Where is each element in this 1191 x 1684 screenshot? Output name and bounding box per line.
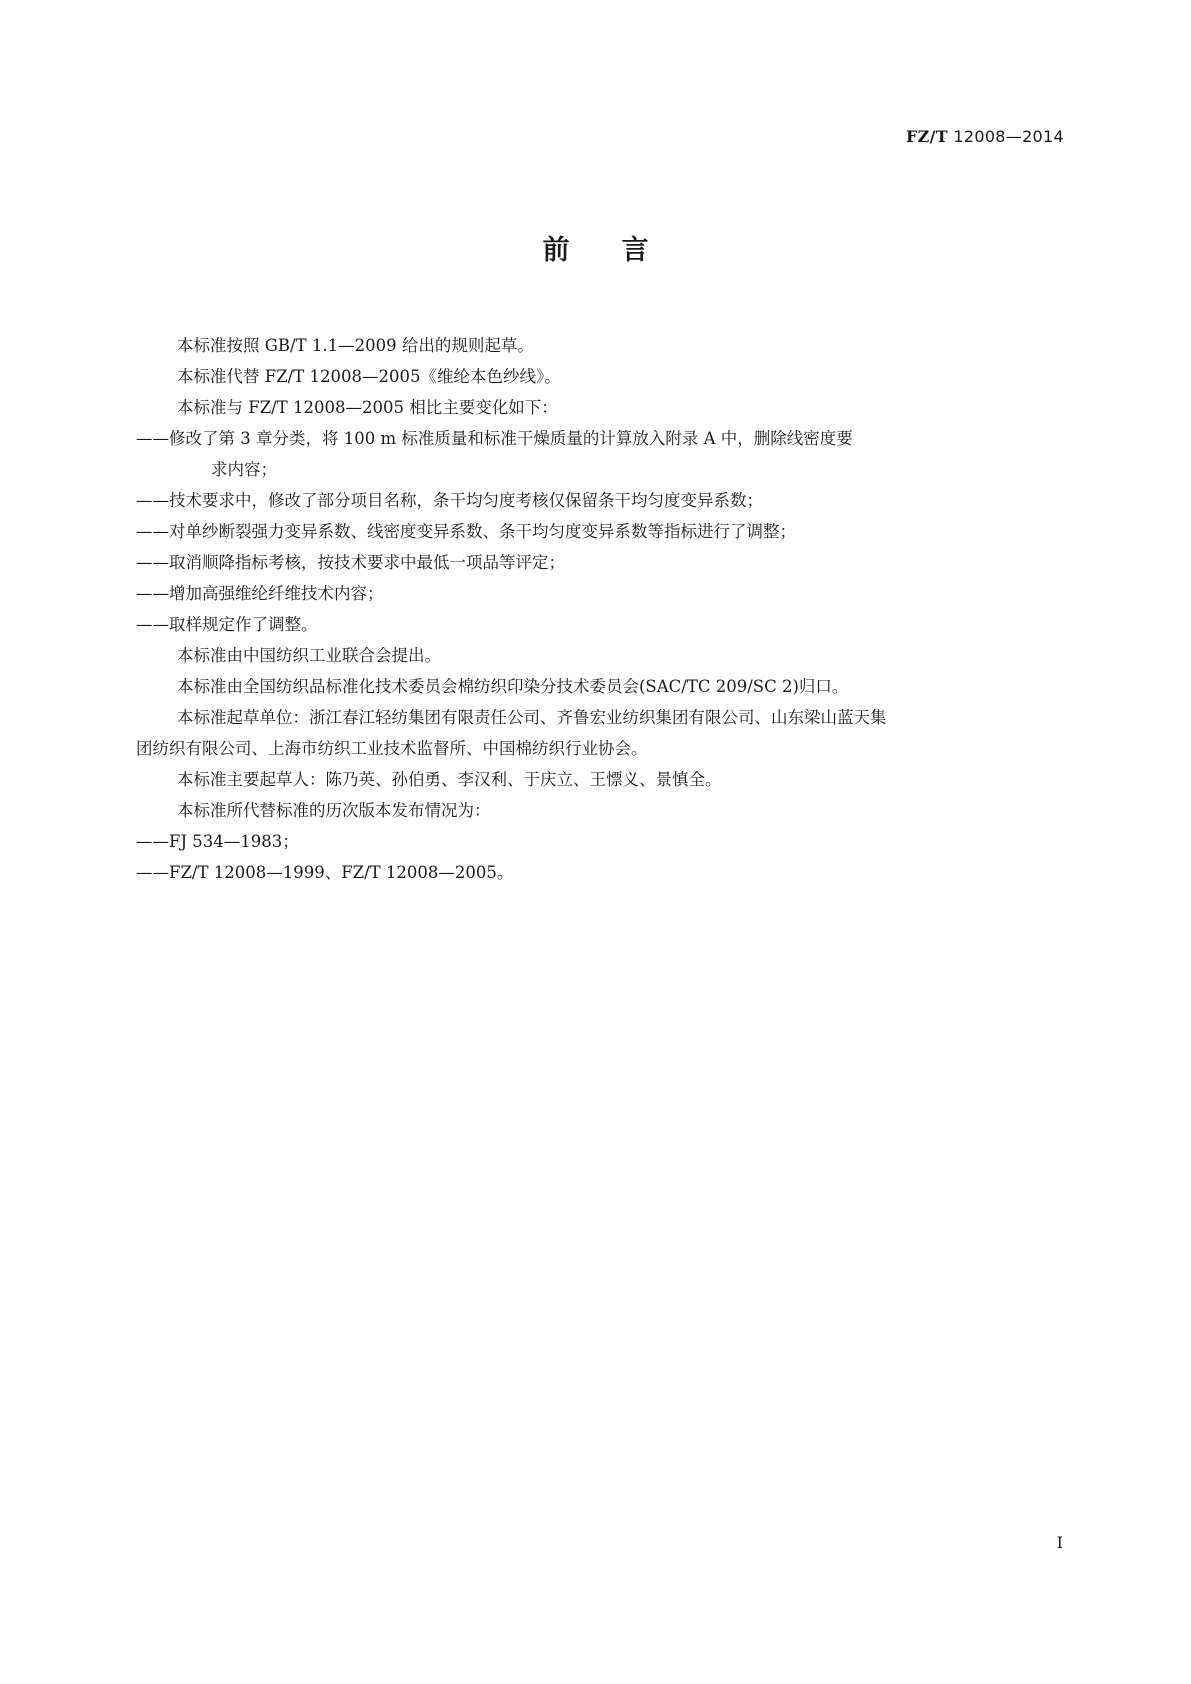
change-item-2 <box>136 485 1054 516</box>
paragraph-history-intro: 本标准所代替标准的历次版本发布情况为： <box>177 801 491 820</box>
change-item-4 <box>136 547 1054 578</box>
dash-marker: —— <box>136 584 169 603</box>
change-item-2-text: 技术要求中，修改了部分项目名称，条干均匀度考核仅保留条干均匀度变异系数； <box>169 491 763 510</box>
history-item-2-text: FZ/T 12008—1999、FZ/T 12008—2005。 <box>169 863 514 882</box>
paragraph-drafting-units: 本标准起草单位：浙江春江轻纺集团有限责任公司、齐鲁宏业纺织集团有限公司、山东梁山蓝天集 <box>177 708 887 727</box>
paragraph-drafting-units-continuation: 团纺织有限公司、上海市纺织工业技术监督所、中国棉纺织行业协会。 <box>136 739 648 758</box>
change-item-1-continuation: 求内容； <box>211 460 277 479</box>
dash-marker: —— <box>136 615 169 634</box>
paragraph-changes-intro: 本标准与 FZ/T 12008—2005 相比主要变化如下： <box>177 398 558 417</box>
dash-marker: —— <box>136 553 169 572</box>
change-item-3-text: 对单纱断裂强力变异系数、线密度变异系数、条干均匀度变异系数等指标进行了调整； <box>169 522 796 541</box>
history-item-1-text: FJ 534—1983； <box>169 832 299 851</box>
change-item-4-text: 取消顺降指标考核，按技术要求中最低一项品等评定； <box>169 553 565 572</box>
history-item-1 <box>136 826 1054 857</box>
change-item-5-text: 增加高强维纶纤维技术内容； <box>169 584 384 603</box>
dash-marker: —— <box>136 429 169 448</box>
change-item-6-text: 取样规定作了调整。 <box>169 615 318 634</box>
paragraph-drafters: 本标准主要起草人：陈乃英、孙伯勇、李汉利、于庆立、王慓义、景慎全。 <box>177 770 722 789</box>
dash-marker: —— <box>136 522 169 541</box>
paragraph-replaces: 本标准代替 FZ/T 12008—2005《维纶本色纱线》。 <box>177 367 561 386</box>
change-item-3 <box>136 516 1054 547</box>
history-item-2 <box>136 857 1054 888</box>
change-item-5 <box>136 578 1054 609</box>
dash-marker: —— <box>136 491 169 510</box>
page-number: I <box>1056 1533 1063 1552</box>
dash-marker: —— <box>136 832 169 851</box>
change-item-6 <box>136 609 1054 640</box>
change-item-1-text: 修改了第 3 章分类，将 100 m 标准质量和标准干燥质量的计算放入附录 A 中，删除线密度要 <box>169 429 853 448</box>
standard-code-number: 12008—2014 <box>953 127 1064 146</box>
standard-code-prefix: FZ/T <box>905 127 948 146</box>
paragraph-drafting-rules: 本标准按照 GB/T 1.1—2009 给出的规则起草。 <box>177 336 534 355</box>
foreword-body <box>136 330 1054 888</box>
page-title: 前言 <box>542 235 701 266</box>
standard-code <box>906 127 1064 146</box>
dash-marker: —— <box>136 863 169 882</box>
change-item-1 <box>136 423 1054 454</box>
paragraph-proposer: 本标准由中国纺织工业联合会提出。 <box>177 646 441 665</box>
paragraph-administrator: 本标准由全国纺织品标准化技术委员会棉纺织印染分技术委员会(SAC/TC 209/SC 2)归口。 <box>177 677 849 696</box>
